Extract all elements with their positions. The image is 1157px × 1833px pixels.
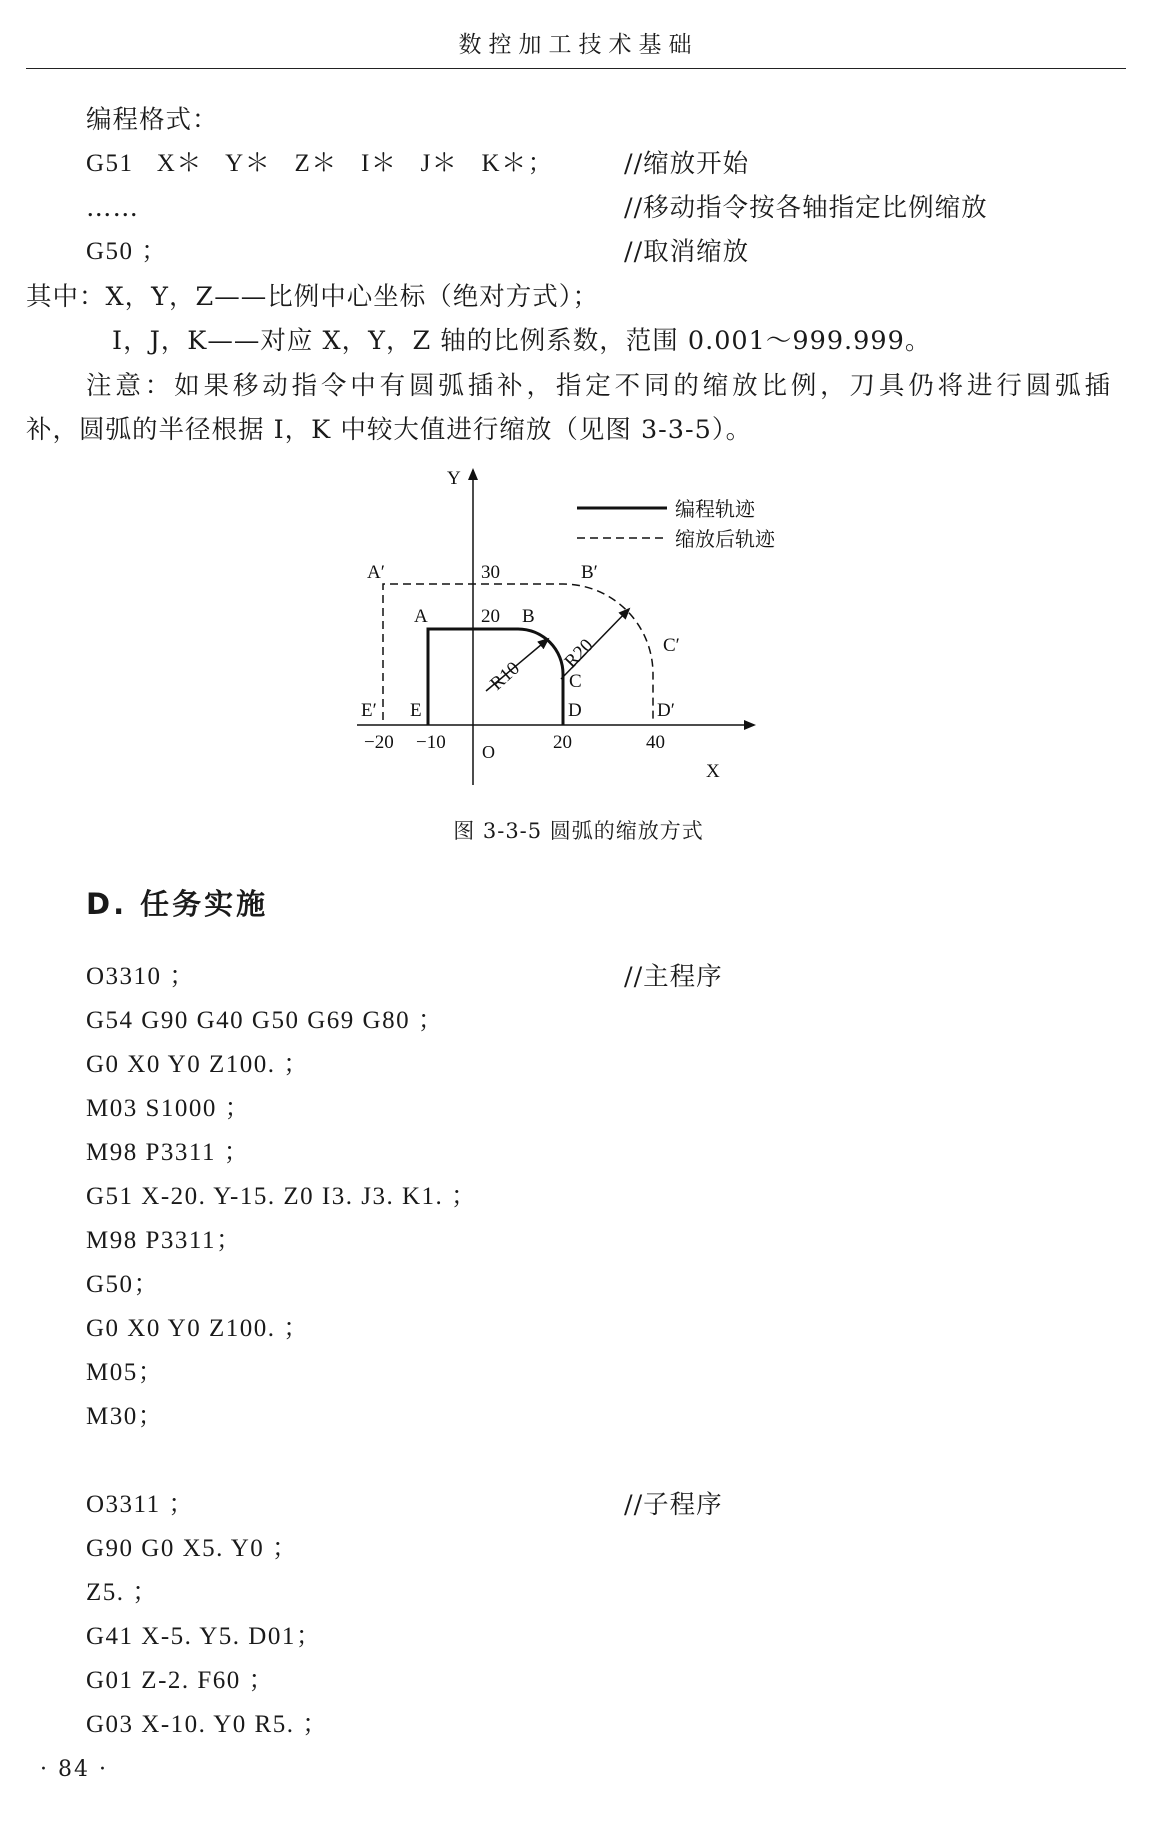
scaled-trajectory xyxy=(383,584,653,720)
section-heading: D. 任务实施 xyxy=(86,887,269,921)
format-code-line: G50 ； xyxy=(86,238,168,265)
point-label-e: E xyxy=(410,700,422,721)
format-code-line: …… xyxy=(86,193,139,223)
explain-line: 其中：X，Y，Z——比例中心坐标（绝对方式）； xyxy=(26,282,599,312)
page-number: · 84 · xyxy=(40,1757,108,1782)
format-comment: //移动指令按各轴指定比例缩放 xyxy=(624,193,988,223)
code-line: M98 P3311 ； xyxy=(86,1139,251,1166)
code-line: G01 Z-2. F60 ； xyxy=(86,1667,276,1694)
explain-line: I，J，K——对应 X，Y，Z 轴的比例系数，范围 0.001～999.999。 xyxy=(112,326,932,356)
point-label-c: C xyxy=(569,671,582,692)
tick-label-y-30: 30 xyxy=(481,562,500,583)
figure-arc-scaling xyxy=(357,465,797,785)
figure-caption: 图 3-3-5 圆弧的缩放方式 xyxy=(453,819,704,843)
tick-label-x-m20: −20 xyxy=(364,732,394,753)
code-line: M98 P3311； xyxy=(86,1227,243,1254)
legend-dashed-label: 缩放后轨迹 xyxy=(675,527,775,551)
radius-r20-label: R20 xyxy=(560,635,598,673)
main-program-comment: //主程序 xyxy=(624,962,723,992)
code-line: G90 G0 X5. Y0 ； xyxy=(86,1535,299,1562)
code-line: M30； xyxy=(86,1403,165,1430)
code-line: G51 X-20. Y-15. Z0 I3. J3. K1. ； xyxy=(86,1183,478,1210)
x-axis-label: X xyxy=(706,761,720,782)
point-label-d: D xyxy=(568,700,582,721)
legend-solid-label: 编程轨迹 xyxy=(675,497,755,521)
sub-program-comment: //子程序 xyxy=(624,1490,723,1520)
point-label-a-prime: A′ xyxy=(367,562,385,583)
code-line: G54 G90 G40 G50 G69 G80 ； xyxy=(86,1007,445,1034)
format-comment: //取消缩放 xyxy=(624,237,750,267)
code-line: G03 X-10. Y0 R5. ； xyxy=(86,1711,329,1738)
note-line: 注意：如果移动指令中有圆弧插补，指定不同的缩放比例，刀具仍将进行圆弧插 xyxy=(86,371,1111,401)
point-label-b-prime: B′ xyxy=(581,562,598,583)
code-line: M03 S1000 ； xyxy=(86,1095,252,1122)
tick-label-x-20: 20 xyxy=(553,732,572,753)
format-comment: //缩放开始 xyxy=(624,149,750,179)
code-line: G50； xyxy=(86,1271,161,1298)
point-label-a: A xyxy=(414,606,428,627)
code-line: O3310 ； xyxy=(86,963,196,990)
y-axis-label: Y xyxy=(447,468,461,489)
running-header: 数控加工技术基础 xyxy=(458,32,699,58)
header-rule xyxy=(26,68,1126,69)
radius-r10-label: R10 xyxy=(486,657,524,695)
code-line: G41 X-5. Y5. D01； xyxy=(86,1623,323,1650)
point-label-d-prime: D′ xyxy=(657,700,675,721)
origin-label: O xyxy=(482,742,495,762)
code-line: G0 X0 Y0 Z100. ； xyxy=(86,1051,310,1078)
tick-label-y-20: 20 xyxy=(481,606,500,627)
code-line: G0 X0 Y0 Z100. ； xyxy=(86,1315,310,1342)
code-line: Z5. ； xyxy=(86,1579,159,1606)
code-line: O3311 ； xyxy=(86,1491,195,1518)
note-line: 补，圆弧的半径根据 I，K 中较大值进行缩放（见图 3-3-5）。 xyxy=(26,415,753,445)
tick-label-x-40: 40 xyxy=(646,732,665,753)
point-label-c-prime: C′ xyxy=(663,635,680,656)
format-code-line: G51 X＊ Y＊ Z＊ I＊ J＊ K＊； xyxy=(86,150,555,177)
code-line: M05； xyxy=(86,1359,165,1386)
tick-label-x-m10: −10 xyxy=(416,732,446,753)
format-heading: 编程格式： xyxy=(86,105,219,135)
point-label-e-prime: E′ xyxy=(361,700,377,721)
point-label-b: B xyxy=(522,606,535,627)
